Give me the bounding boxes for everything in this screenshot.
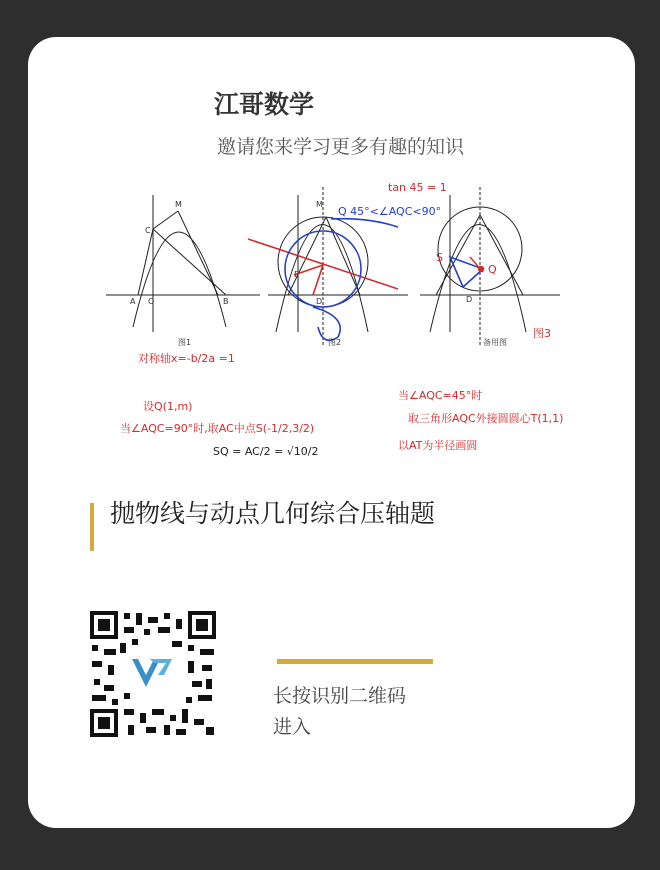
label-fig3: 备用图 — [483, 338, 507, 347]
qr-hint-line2: 进入 — [273, 716, 312, 738]
note-setq: 设Q(1,m) — [143, 400, 193, 413]
title-accent-bar — [90, 503, 94, 551]
note-axis: 对称轴x=-b/2a =1 — [138, 352, 235, 365]
qr-hint — [273, 681, 406, 743]
label-A1: A — [130, 297, 136, 306]
label-D3: D — [466, 295, 473, 304]
note-case2b: 取三角形AQC外接圆圆心T(1,1) — [408, 412, 564, 425]
label-fig1: 图1 — [178, 338, 192, 347]
note-sq: SQ = AC/2 = √10/2 — [213, 445, 319, 458]
note-tan: tan 45 = 1 — [388, 181, 447, 194]
qr-accent-line — [277, 659, 433, 664]
label-Q3: Q — [488, 263, 497, 276]
note-range: Q 45°<∠AQC<90° — [338, 205, 442, 218]
qr-code-icon[interactable] — [88, 609, 218, 739]
label-E2: E — [294, 270, 300, 279]
lesson-title: 抛物线与动点几何综合压轴题 — [110, 499, 436, 528]
label-C1: C — [145, 226, 151, 235]
note-fig3: 图3 — [533, 327, 551, 340]
brand-name: 江哥数学 — [214, 90, 315, 119]
share-card — [28, 37, 635, 828]
qr-hint-line1: 长按识别二维码 — [273, 685, 407, 707]
label-D2: D — [316, 297, 323, 306]
label-fig2: 图2 — [328, 338, 342, 347]
label-O1: O — [148, 297, 155, 306]
label-B1: B — [223, 297, 229, 306]
label-M2: M — [316, 200, 323, 209]
lesson-thumbnail[interactable] — [98, 177, 586, 469]
label-S3: S — [436, 251, 443, 264]
note-case2c: 以AT为半径画圆 — [398, 439, 478, 452]
note-case2: 当∠AQC=45°时 — [398, 389, 483, 402]
note-case1: 当∠AQC=90°时,取AC中点S(-1/2,3/2) — [120, 422, 315, 435]
invite-text: 邀请您来学习更多有趣的知识 — [217, 136, 465, 158]
label-M1: M — [175, 200, 182, 209]
